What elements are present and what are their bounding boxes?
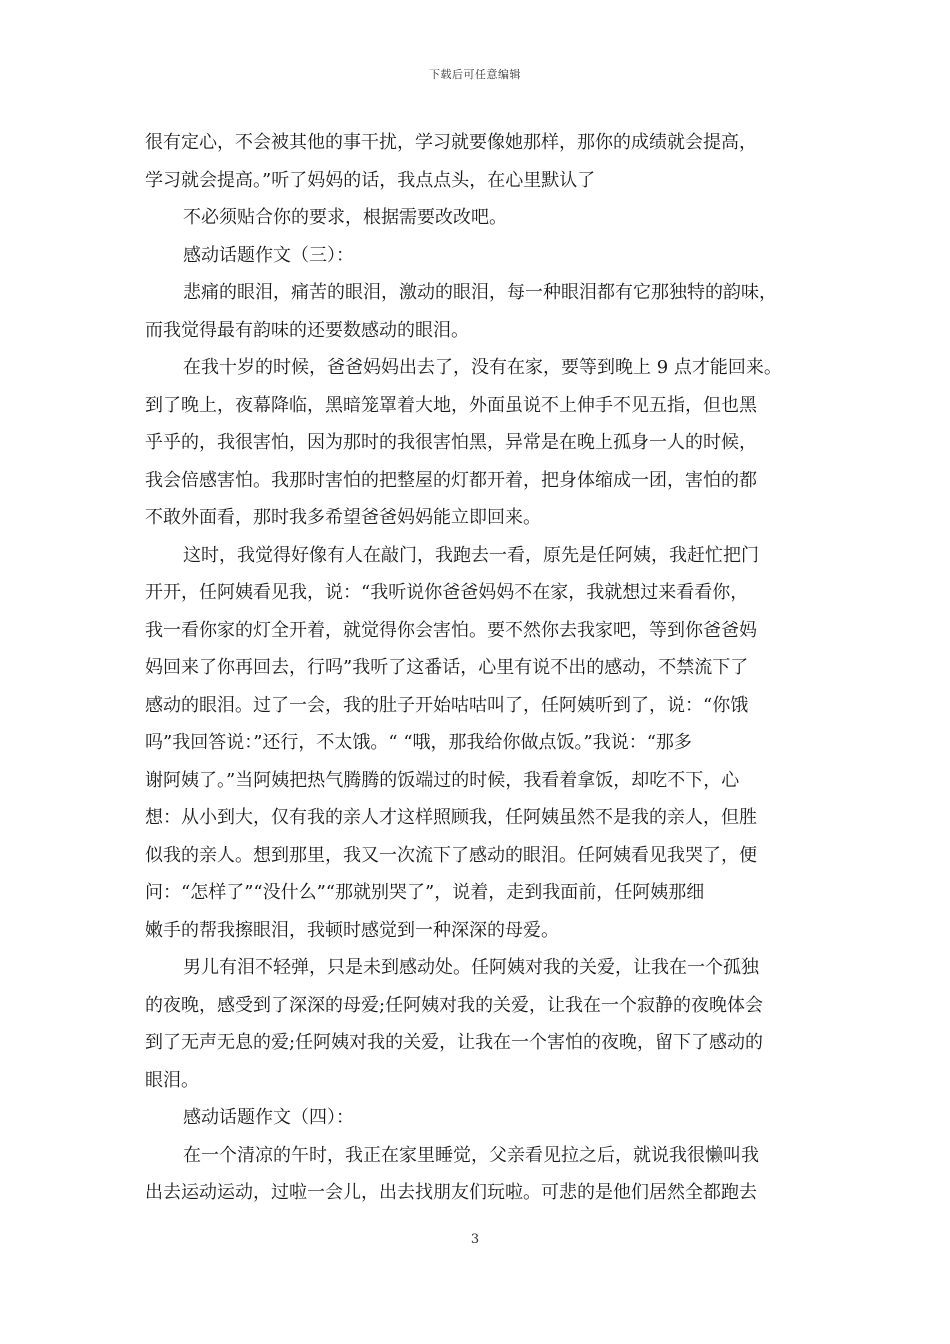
text-line: 妈回来了你再回去，行吗”我听了这番话，心里有说不出的感动，不禁流下了 [145, 657, 749, 678]
text-line: 悲痛的眼泪，痛苦的眼泪，激动的眼泪，每一种眼泪都有它那独特的韵味， [183, 282, 777, 303]
text-line: 感动话题作文（三）： [183, 244, 354, 266]
text-line: 在我十岁的时候，爸爸妈妈出去了，没有在家，要等到晚上 9 点才能回来。 [183, 357, 782, 378]
text-line: 到了晚上，夜幕降临，黑暗笼罩着大地，外面虽说不上伸手不见五指，但也黑 [145, 394, 757, 416]
text-line: 出去运动运动，过啦一会儿，出去找朋友们玩啦。可悲的是他们居然全都跑去 [145, 1182, 757, 1203]
text-line: 开开，任阿姨看见我，说：“我听说你爸爸妈妈不在家，我就想过来看看你， [145, 582, 749, 603]
document-body [145, 124, 811, 1212]
text-line: 在一个清凉的午时，我正在家里睡觉，父亲看见拉之后，就说我很懒叫我 [183, 1144, 759, 1166]
page-header: 下载后可任意编辑 [429, 68, 521, 81]
text-line: 到了无声无息的爱;任阿姨对我的关爱，让我在一个害怕的夜晚，留下了感动的 [145, 1032, 764, 1053]
text-line: 谢阿姨了。”当阿姨把热气腾腾的饭端过的时候，我看着拿饭，却吃不下，心 [145, 769, 740, 791]
text-line: 这时，我觉得好像有人在敲门，我跑去一看，原先是任阿姨，我赶忙把门 [183, 544, 759, 566]
text-line: 很有定心，不会被其他的事干扰，学习就要像她那样，那你的成绩就会提高， [145, 132, 757, 153]
page-number: 3 [470, 1232, 480, 1247]
text-line: 嫩手的帮我擦眼泪，我顿时感觉到一种深深的母爱。 [145, 919, 559, 941]
text-line: 感动话题作文（四）： [183, 1107, 354, 1128]
text-line: 乎乎的，我很害怕，因为那时的我很害怕黑，异常是在晚上孤身一人的时候， [145, 432, 757, 453]
text-line: 不敢外面看，那时我多希望爸爸妈妈能立即回来。 [145, 507, 541, 528]
text-line: 感动的眼泪。过了一会，我的肚子开始咕咕叫了，任阿姨听到了，说：“你饿 [145, 694, 749, 716]
text-line: 男儿有泪不轻弹，只是未到感动处。任阿姨对我的关爱，让我在一个孤独 [183, 957, 759, 978]
text-line: 而我觉得最有韵味的还要数感动的眼泪。 [145, 319, 469, 341]
text-line: 学习就会提高。”听了妈妈的话，我点点头，在心里默认了 [145, 169, 596, 191]
text-line: 想：从小到大，仅有我的亲人才这样照顾我，任阿姨虽然不是我的亲人，但胜 [145, 807, 757, 828]
text-line: 吗”我回答说：”还行，不太饿。“ “哦，那我给你做点饭。”我说：“那多 [145, 732, 692, 753]
text-line: 不必须贴合你的要求，根据需要改改吧。 [183, 207, 507, 228]
text-line: 似我的亲人。想到那里，我又一次流下了感动的眼泪。任阿姨看见我哭了，便 [145, 844, 757, 866]
text-line: 眼泪。 [145, 1069, 199, 1091]
text-line: 我一看你家的灯全开着，就觉得你会害怕。要不然你去我家吧，等到你爸爸妈 [145, 619, 757, 641]
text-line: 问：“怎样了”“没什么”“那就别哭了”，说着，走到我面前，任阿姨那细 [145, 882, 705, 903]
text-line: 的夜晚，感受到了深深的母爱;任阿姨对我的关爱，让我在一个寂静的夜晚体会 [145, 994, 764, 1016]
text-line: 我会倍感害怕。我那时害怕的把整屋的灯都开着，把身体缩成一团，害怕的都 [145, 469, 757, 491]
